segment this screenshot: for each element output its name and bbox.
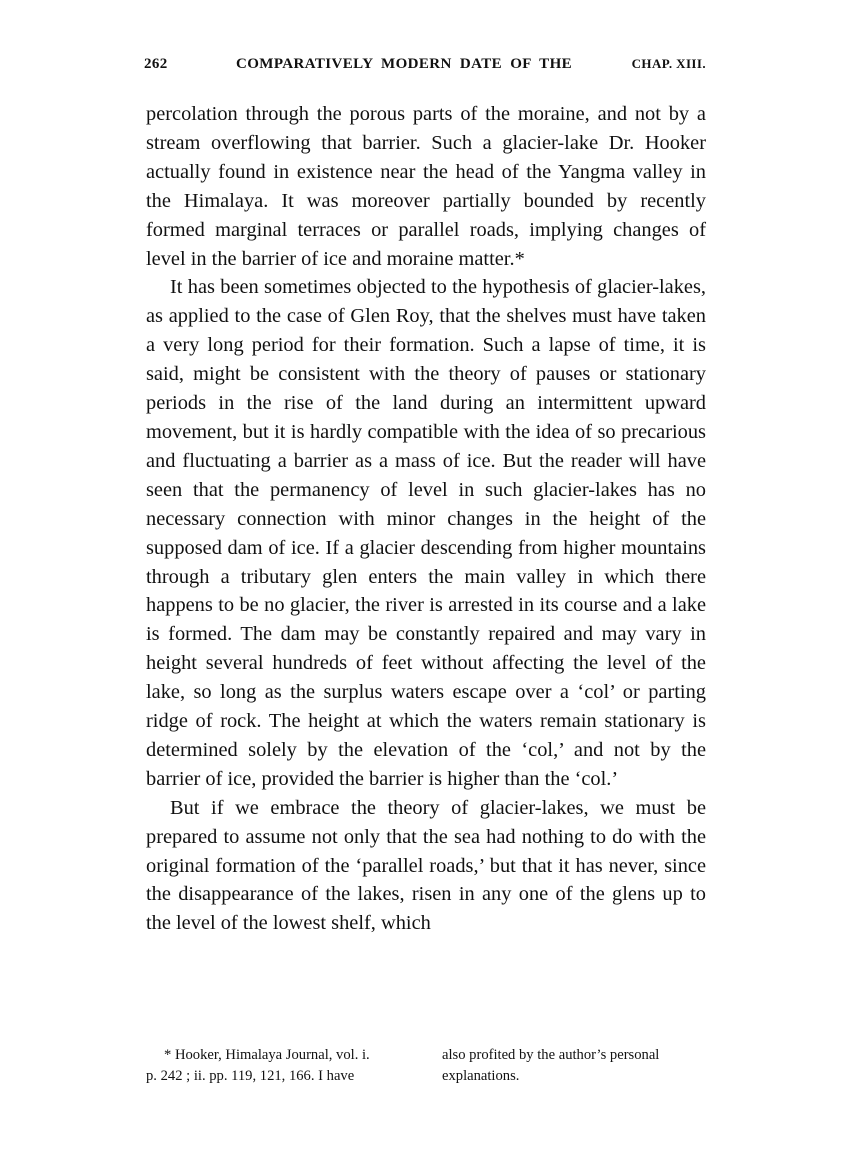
book-page (146, 56, 706, 938)
chapter-label: CHAP. XIII. (631, 56, 706, 71)
footnote-right-column (442, 1045, 708, 1087)
footnote-line: explanations. (442, 1068, 520, 1084)
running-title: COMPARATIVELY MODERN DATE OF THE (236, 56, 573, 72)
paragraph: It has been sometimes objected to the hypothesis of glacier-lakes, as applied to the case of Glen Roy, that the shelves must have taken a very long period for their formation. Such a lapse of time, it is said, might be consistent with the theory of pauses or stationary periods in the rise of the land during an intermittent upward movement, but it is hardly compatible with the idea of so precarious and fluctuating a barrier as a mass of ice. But the reader will have seen that the permanency of level in such glacier-lakes has no necessary connection with minor changes in the height of the supposed dam of ice. If a glacier descending from higher mountains through a tributary glen enters the main valley in which there happens to be no glacier, the river is arrested in its course and a lake is formed. The dam may be constantly repaired and may vary in height several hundreds of feet without affecting the level of the lake, so long as the surplus waters escape over a ‘col’ or parting ridge of rock. The height at which the waters remain stationary is determined solely by the elevation of the ‘col,’ and not by the barrier of ice, provided the barrier is higher than the ‘col.’ (146, 276, 706, 790)
footnote-left-column (146, 1045, 436, 1087)
footnote-line: * Hooker, Himalaya Journal, vol. i. (164, 1047, 370, 1063)
running-head (146, 56, 706, 80)
footnote-line: p. 242 ; ii. pp. 119, 121, 166. I have (146, 1068, 355, 1084)
paragraph: percolation through the porous parts of the moraine, and not by a stream overflowing that barrier. Such a glacier-lake Dr. Hooker actually found in existence near the head of the Yangma valley in the Himalaya. It was moreover partially bounded by recently formed marginal terraces or parallel roads, implying changes of level in the barrier of ice and moraine matter.* (146, 103, 706, 270)
body-text (146, 100, 706, 938)
footnote-line: also profited by the author’s personal (442, 1047, 660, 1063)
page-number: 262 (144, 56, 168, 72)
paragraph: But if we embrace the theory of glacier-lakes, we must be prepared to assume not only that the sea had nothing to do with the original formation of the ‘parallel roads,’ but that it has never, since the disappearance of the lakes, risen in any one of the glens up to the level of the lowest shelf, which (146, 796, 706, 935)
